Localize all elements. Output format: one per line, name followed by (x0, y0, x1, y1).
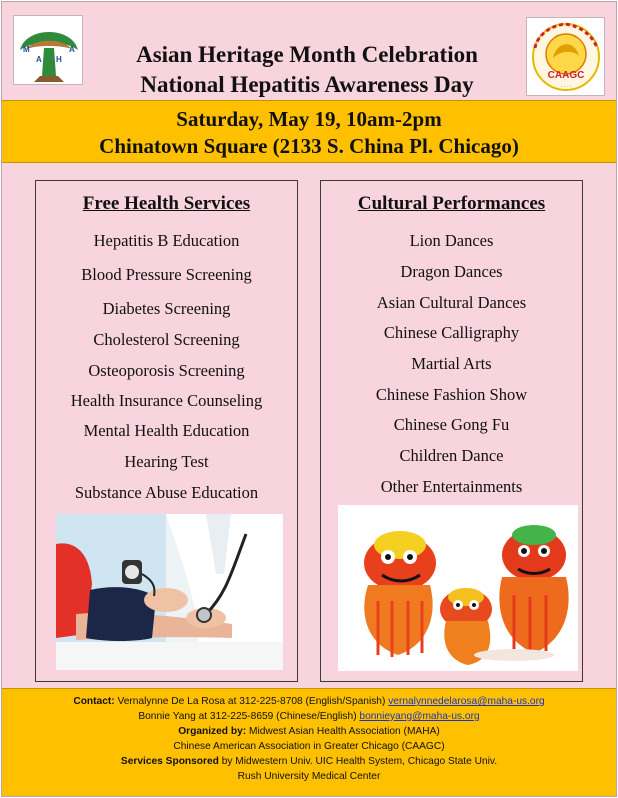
performance-item: Asian Cultural Dances (376, 293, 527, 312)
performance-item: Martial Arts (411, 354, 492, 373)
organized-line (2, 725, 616, 738)
organizer-2: Chinese American Association in Greater Chicago (CAAGC) (173, 741, 445, 752)
health-service-item: Health Insurance Counseling (70, 391, 263, 410)
event-location: Chinatown Square (2133 S. China Pl. Chicago) (99, 134, 519, 158)
health-service-item: Substance Abuse Education (74, 483, 259, 502)
performance-item: Chinese Fashion Show (375, 385, 528, 404)
maha-logo (13, 15, 83, 85)
svg-text:A: A (36, 55, 42, 64)
performance-item: Chinese Calligraphy (383, 323, 520, 342)
sponsor-2: Rush University Medical Center (237, 771, 381, 782)
health-service-item: Hepatitis B Education (93, 231, 240, 250)
performance-item: Children Dance (399, 446, 504, 465)
sponsored-text: by Midwestern Univ. UIC Health System, Chicago State Univ. (218, 756, 498, 767)
svg-text:A: A (69, 45, 75, 54)
cultural-performances-title: Cultural Performances (357, 193, 546, 214)
health-service-item: Mental Health Education (83, 421, 250, 440)
caagc-logo (526, 17, 605, 96)
health-services-title: Free Health Services (82, 193, 251, 214)
health-service-item: Cholesterol Screening (93, 330, 240, 349)
blood-pressure-photo (56, 514, 283, 670)
title-line-1: Asian Heritage Month Celebration (136, 42, 478, 67)
health-service-item: Hearing Test (124, 452, 209, 471)
contact-label: Contact: (73, 696, 115, 707)
performance-item: Lion Dances (409, 231, 494, 250)
health-service-item: Diabetes Screening (102, 299, 231, 318)
svg-text:· · · ·: · · · · (560, 84, 572, 90)
title-line-2: National Hepatitis Awareness Day (140, 72, 474, 97)
sponsored-label: Services Sponsored (120, 756, 219, 767)
event-details-band (2, 100, 616, 163)
svg-text:H: H (56, 55, 62, 64)
lion-dance-photo (338, 505, 578, 671)
organized-text: Midwest Asian Health Association (MAHA) (246, 726, 440, 737)
contact-line-1 (2, 695, 616, 708)
footer-band (2, 688, 616, 796)
contact-line-2 (2, 710, 616, 723)
contact1-text: Vernalynne De La Rosa at 312-225-8708 (English/Spanish) (114, 696, 389, 707)
health-services-panel (35, 180, 298, 682)
performance-item: Other Entertainments (380, 477, 523, 496)
contact2-text: Bonnie Yang at 312-225-8659 (Chinese/English) (138, 711, 360, 722)
cultural-performances-panel (320, 180, 583, 682)
contact2-email-link[interactable]: bonnieyang@maha-us.org (359, 711, 480, 722)
svg-text:M: M (23, 45, 30, 54)
flyer-page (1, 1, 617, 797)
health-service-item: Blood Pressure Screening (81, 265, 252, 284)
event-date-time: Saturday, May 19, 10am-2pm (176, 107, 442, 131)
performance-item: Dragon Dances (400, 262, 503, 281)
organized-label: Organized by: (178, 726, 247, 737)
health-service-item: Osteoporosis Screening (88, 361, 245, 380)
page-title (92, 40, 522, 100)
sponsored-line (2, 755, 616, 768)
performance-item: Chinese Gong Fu (393, 415, 510, 434)
caagc-logo-text: CAAGC (547, 70, 585, 81)
contact1-email-link[interactable]: vernalynnedelarosa@maha-us.org (388, 696, 545, 707)
